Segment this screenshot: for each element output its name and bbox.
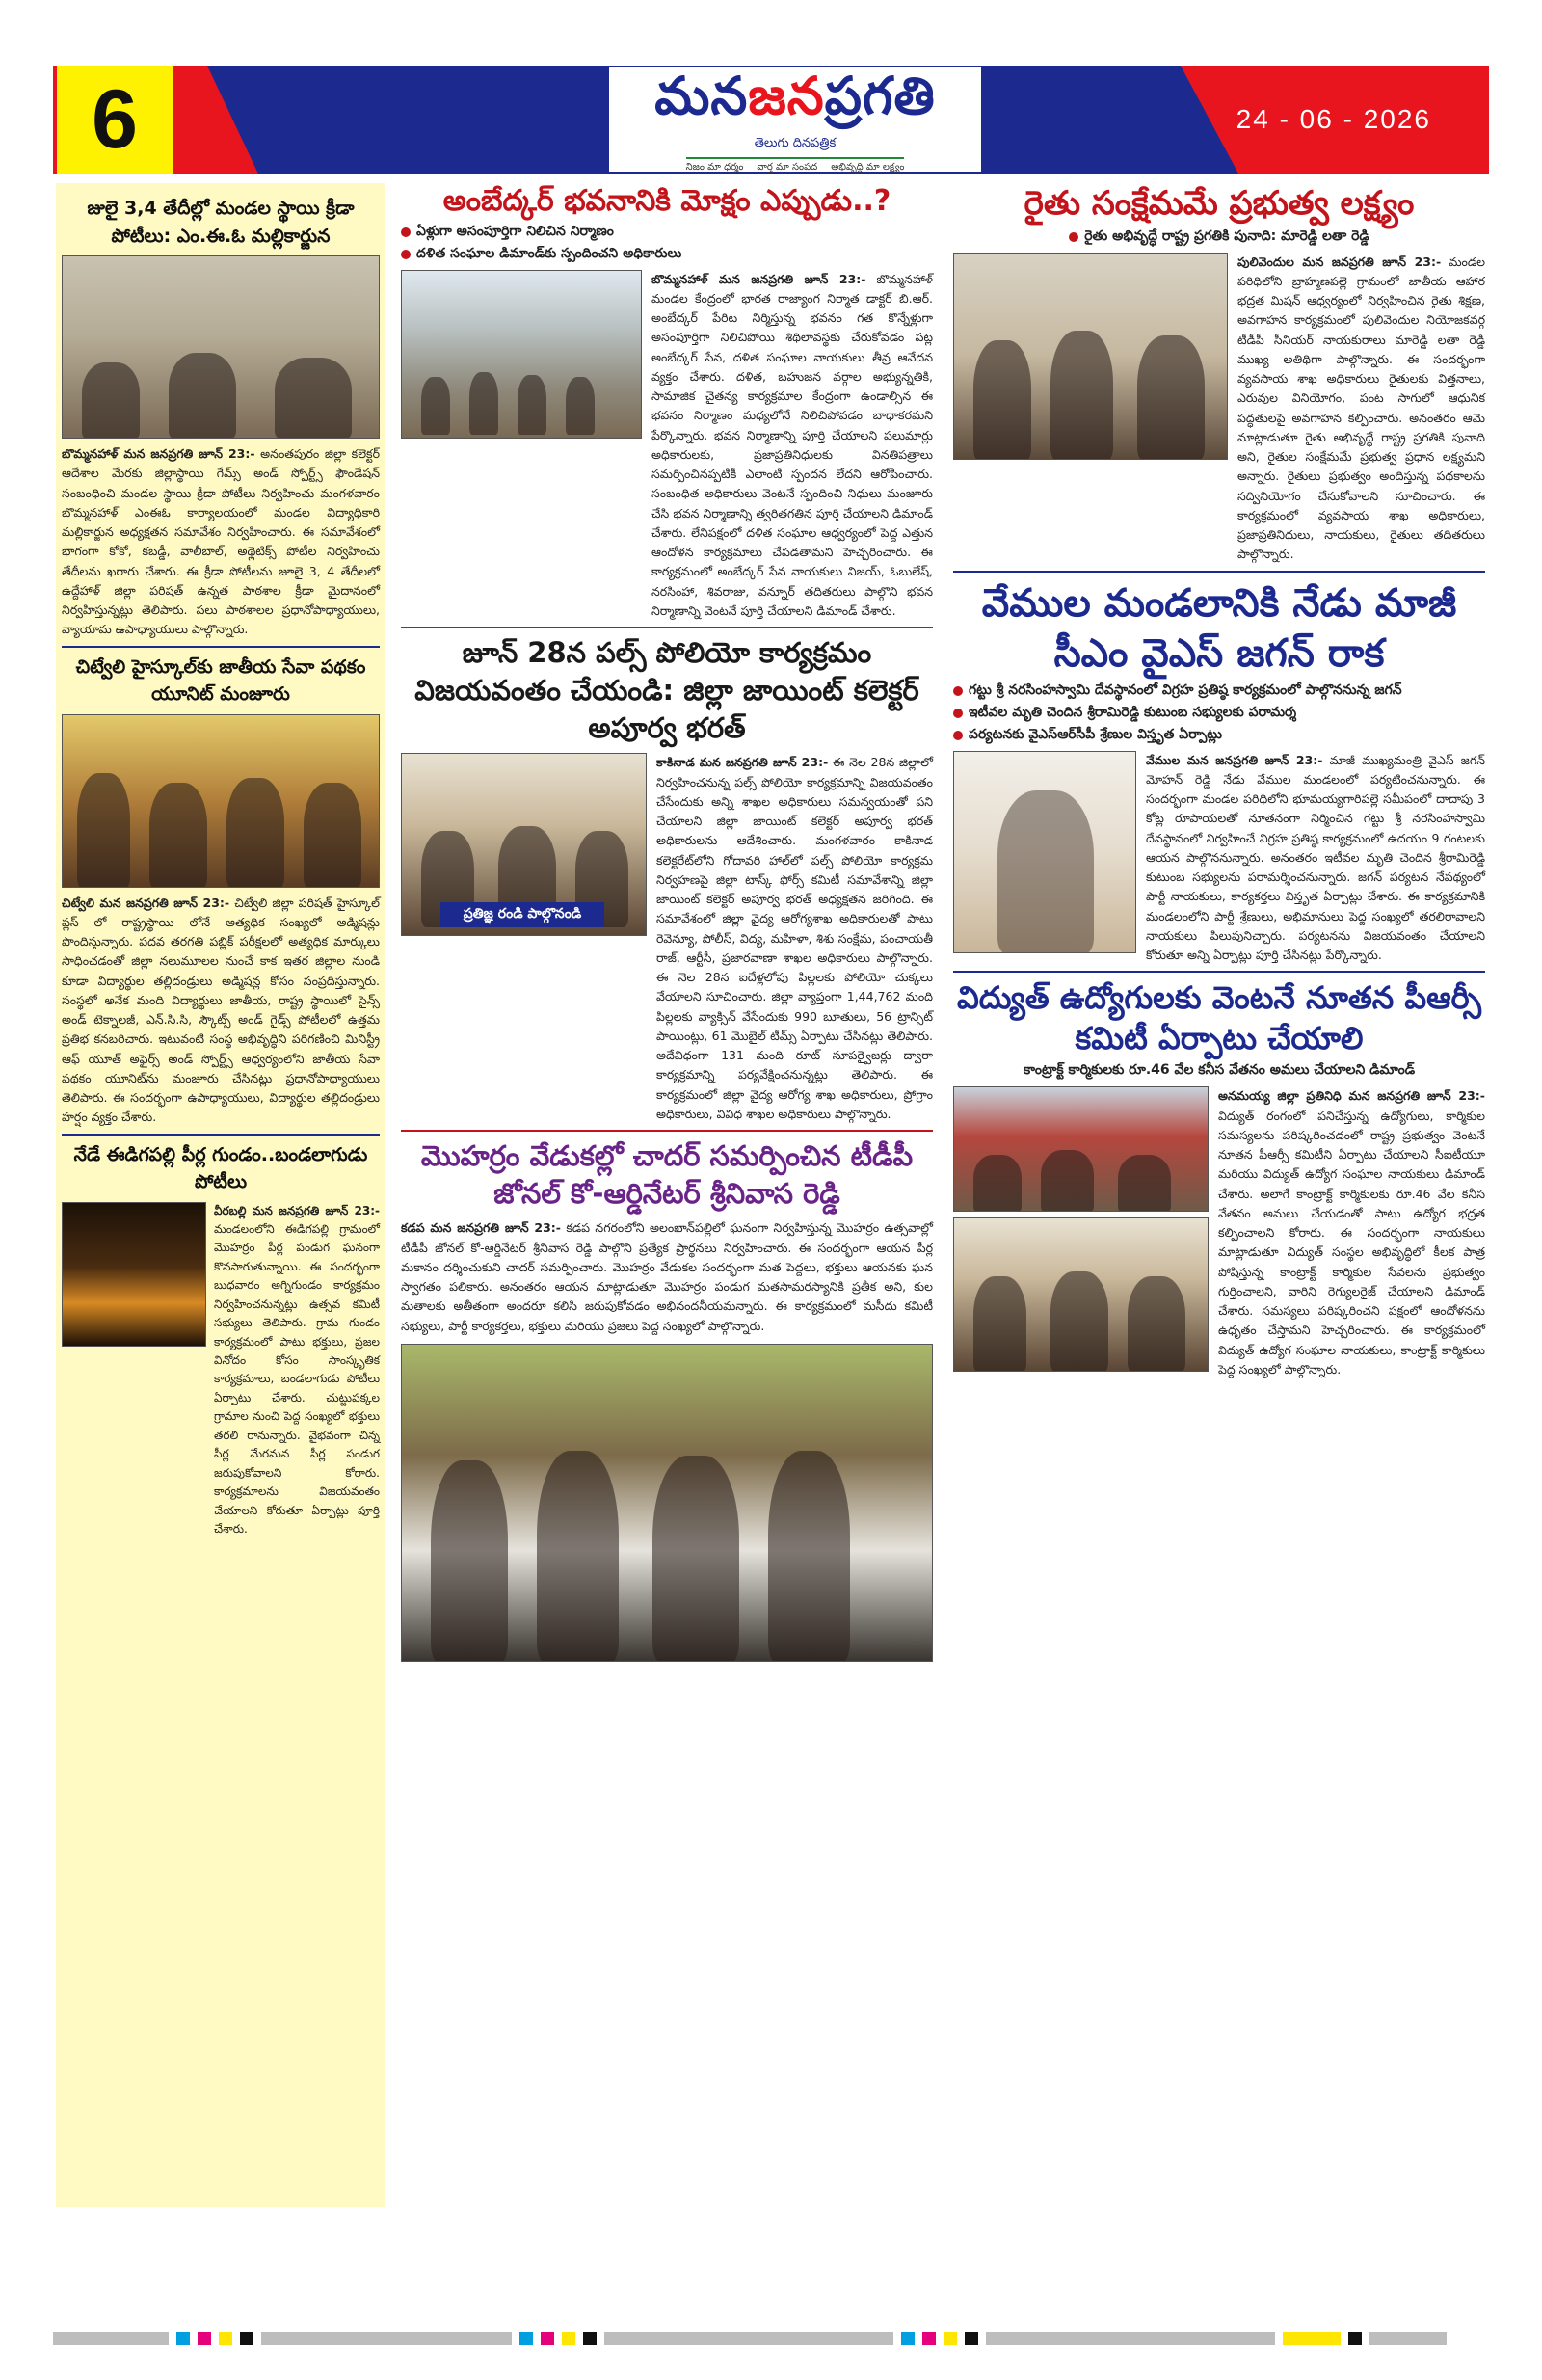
story-photo-building <box>401 270 642 439</box>
story-body <box>62 894 380 1128</box>
logo-part-1: మన <box>654 65 749 126</box>
story-text: అనంతపురం జిల్లా కలెక్టర్ ఆదేశాల మేరకు జిల్లాస్థాయి గేమ్స్ అండ్ స్పోర్ట్స్ ఫౌండేషన్ సంబంధించి మండల స్థాయి క్రీడా పోటీలు నిర్వహించు మంగళవారం బొమ్మనహాళ్ ఎంఈఓ కార్యాలయంలో మండల విద్యాధికారి మల్లికార్జున అధ్యక్షతన సమావేశం నిర్వహించారు. ఈ సమావేశంలో భాగంగా కోకో, కబడ్డీ, వాలీబాల్, అథ్లెటిక్స్ పోటీల నిర్వహించు తేదీలను ఖరారు చేశారు. ఈ క్రీడా పోటీలను జూలై 3, 4 తేదీలలో ఉద్దేహాళ్ జిల్లా పరిషత్ ఉన్నత పాఠశాల క్రీడా మైదానంలో నిర్వహిస్తున్నట్లు తెలిపారు. పలు పాఠశాలల ప్రధానోపాధ్యాయులు, వ్యాయామ ఉపాధ్యాయులు పాల్గొన్నారు. <box>62 446 380 637</box>
story-body <box>401 1218 933 1336</box>
story-text: కడప నగరంలోని అలంఖాన్‌పల్లిలో ఘనంగా నిర్వహిస్తున్న మొహర్రం ఉత్సవాల్లో టీడీపీ జోనల్ కో-ఆర్డినేటర్ శ్రీనివాస రెడ్డి పాల్గొని ప్రత్యేక ప్రార్థనలు నిర్వహించారు. ఈ సందర్భంగా ఆయన పీర్ల మకానం దర్శించుకుని చాదర్ సమర్పించారు. మొహర్రం వేడుకల సందర్భంగా మత పెద్దలు, భక్తులు ఆయనకు ఘన స్వాగతం పలికారు. అనంతరం ఆయన మాట్లాడుతూ మొహర్రం పండుగ మతసామరస్యానికి ప్రతీక అని, కుల మతాలకు అతీతంగా అందరూ కలిసి జరుపుకోవడం అభినందనీయమన్నారు. ఈ కార్యక్రమంలో మసీదు కమిటీ సభ్యులు, పార్టీ కార్యకర్తలు, భక్తులు మరియు ప్రజలు పెద్ద సంఖ్యలో పాల్గొన్నారు. <box>401 1220 933 1333</box>
story-photo-farmers-meet <box>953 253 1228 460</box>
story-dateline: కడప మన జనప్రగతి జూన్ 23:- <box>401 1220 561 1236</box>
story-dateline: అనమయ్య జిల్లా ప్రతినిధి మన జనప్రగతి జూన్ 23:- <box>1218 1088 1485 1104</box>
logo-wordmark <box>654 66 936 140</box>
story-body <box>651 270 933 622</box>
story-bullet <box>953 705 1485 723</box>
photo-banner: ప్రతిజ్ఞ రండి పాల్గొనండి <box>440 902 604 927</box>
story-block <box>62 1202 380 1539</box>
issue-date: 24 - 06 - 2026 <box>1236 104 1431 134</box>
story-headline: జులై 3,4 తేదీల్లో మండల స్థాయి క్రీడా పోటీలు: ఎం.ఈ.ఓ మల్లికార్జున <box>87 198 355 247</box>
story-photo-festival <box>62 1202 206 1347</box>
story-text: విద్యుత్ రంగంలో పనిచేస్తున్న ఉద్యోగులు, కార్మికుల సమస్యలను పరిష్కరించడంలో రాష్ట్ర ప్రభుత్వం వెంటనే నూతన పీఆర్సీ కమిటీని ఏర్పాటు చేయాలని సీఐటీయూ మరియు విద్యుత్ ఉద్యోగ సంఘాల నాయకులు డిమాండ్ చేశారు. అలాగే కాంట్రాక్ట్ కార్మికులకు రూ.46 వేల కనీస వేతనం అమలు చేయడంతో పాటు ఉద్యోగ భద్రత కల్పించాలని కోరారు. ఈ సందర్భంగా నాయకులు మాట్లాడుతూ విద్యుత్ సంస్థల అభివృద్ధిలో కీలక పాత్ర పోషిస్తున్న కాంట్రాక్ట్ కార్మికుల సేవలను ప్రభుత్వం గుర్తించాలని, వారిని రెగ్యులరైజ్ చేయాలని డిమాండ్ చేశారు. సమస్యలు పరిష్కరించని పక్షంలో ఆందోళనను ఉధృతం చేస్తామని హెచ్చరించారు. ఈ కార్యక్రమంలో విద్యుత్ ఉద్యోగ సంఘాల నాయకులు, కాంట్రాక్ట్ కార్మికులు పెద్ద సంఖ్యలో పాల్గొన్నారు. <box>1218 1108 1485 1377</box>
story-dateline: చిట్వేలి మన జనప్రగతి జూన్ 23:- <box>62 895 230 910</box>
registration-mark <box>53 2332 169 2345</box>
page-number: 6 <box>57 66 173 174</box>
registration-mark <box>562 2332 575 2345</box>
bullet-dot-icon <box>953 731 963 740</box>
story-bullet <box>953 727 1485 745</box>
story-headline: మొహర్రం వేడుకల్లో చాదర్ సమర్పించిన టీడీపీ జోనల్ కో-ఆర్డినేటర్ శ్రీనివాస రెడ్డి <box>420 1139 914 1211</box>
story-dateline: వీరబల్లి మన జనప్రగతి జూన్ 23:- <box>214 1203 380 1217</box>
story-body <box>1218 1086 1485 1379</box>
registration-mark <box>240 2332 253 2345</box>
bullet-text: ఇటీవల మృతి చెందిన శ్రీరామిరెడ్డి కుటుంబ సభ్యులకు పరామర్శ <box>969 704 1297 720</box>
story-body <box>656 753 933 1124</box>
registration-mark <box>219 2332 232 2345</box>
story-headline: జూన్ 28న పల్స్ పోలియో కార్యక్రమం విజయవంతం చేయండి: జిల్లా జాయింట్ కలెక్టర్ అపూర్వ భరత్ <box>414 636 919 745</box>
story-photo-ceremony <box>62 714 380 888</box>
story-headline: వేముల మండలానికి నేడు మాజీ సీఎం వైఎస్ జగన్ రాక <box>981 580 1457 676</box>
bullet-dot-icon <box>401 250 411 259</box>
story-body <box>1237 253 1485 565</box>
story-bullet <box>953 682 1485 701</box>
story-headline: చిట్వేలి హైస్కూల్‌కు జాతీయ సేవా పథకం యూనిట్ మంజూరు <box>75 655 366 705</box>
logo-subtitle: తెలుగు దినపత్రిక <box>754 135 837 150</box>
registration-mark <box>604 2332 893 2345</box>
bullet-dot-icon <box>953 709 963 718</box>
divider <box>401 1130 933 1132</box>
story-bullet <box>401 224 933 242</box>
story-dateline: పులివెందుల మన జనప్రగతి జూన్ 23:- <box>1237 254 1442 269</box>
registration-mark <box>1369 2332 1447 2345</box>
registration-mark <box>519 2332 533 2345</box>
story-text: మాజీ ముఖ్యమంత్రి వైఎస్ జగన్ మోహన్ రెడ్డి నేడు వేముల మండలంలో పర్యటించనున్నారు. ఈ సందర్భంగా మండల పరిధిలోని భూమయ్యగారిపల్లె సమీపంలో దాదాపు 3 కోట్ల రూపాయలతో నూతనంగా నిర్మించిన గట్టు శ్రీ నరసింహస్వామి దేవస్థానంలో నిర్వహించే విగ్రహ ప్రతిష్ఠ కార్యక్రమంలో ఉదయం 9 గంటలకు ఆయన పాల్గొననున్నారు. అనంతరం ఇటీవల మృతి చెందిన శ్రీరామిరెడ్డి కుటుంబ సభ్యులను పరామర్శించనున్నారు. జగన్ పర్యటన నేపథ్యంలో పార్టీ నాయకులు, కార్యకర్తలు విస్తృత ఏర్పాట్లు చేశారు. ఈ కార్యక్రమానికి మండలంలోని పార్టీ శ్రేణులు, అభిమానులు పెద్ద సంఖ్యలో తరలిరావాలని నాయకులు పిలుపునిచ్చారు. పర్యటనను విజయవంతం చేయాలని కోరుతూ అన్ని ఏర్పాట్లు పూర్తి చేసినట్లు పేర్కొన్నారు. <box>1146 752 1485 962</box>
masthead-blue-band-left <box>207 66 631 174</box>
registration-mark <box>1348 2332 1362 2345</box>
story-photo-press-meet <box>401 753 647 936</box>
story-dateline: వేముల మన జనప్రగతి జూన్ 23:- <box>1146 752 1323 767</box>
story-block <box>953 1086 1485 1379</box>
story-block <box>401 753 933 1124</box>
story-block <box>401 270 933 622</box>
story-subline: కాంట్రాక్ట్ కార్మికులకు రూ.46 వేల కనీస వేతనం అమలు చేయాలని డిమాండ్ <box>1023 1062 1416 1079</box>
middle-column <box>397 183 937 2207</box>
story-photo-memorandum <box>953 1217 1209 1372</box>
logo-tagline: నిజం మా ధర్మం <box>685 161 744 173</box>
story-text: ఈ నెల 28న జిల్లాలో నిర్వహించనున్న పల్స్ పోలియో కార్యక్రమాన్ని విజయవంతం చేసేందుకు అన్ని శాఖల అధికారులు సమన్వయంతో పని చేయాలని జిల్లా జాయింట్ కలెక్టర్ అపూర్వ భరత్ అధికారులను ఆదేశించారు. మంగళవారం కాకినాడ కలెక్టరేట్‌లోని గోదావరి హాల్‌లో పల్స్ పోలియో కార్యక్రమ నిర్వహణపై జిల్లా టాస్క్ ఫోర్స్ కమిటీ సమావేశాన్ని జిల్లా జాయింట్ కలెక్టర్ అపూర్వ భరత్ అధ్యక్షతన జరిగింది. ఈ సమావేశంలో జిల్లా వైద్య ఆరోగ్యశాఖ అధికారులతో పాటు రెవెన్యూ, పోలీస్, విద్య, మహిళా, శిశు సంక్షేమ, పంచాయతీ రాజ్, ఆర్టీసీ, ప్రజారవాణా శాఖల అధికారులు పాల్గొన్నారు. ఈ నెల 28న ఐదేళ్లలోపు పిల్లలకు పోలియో చుక్కలు వేయాలని సూచించారు. జిల్లా వ్యాప్తంగా 1,44,762 మంది పిల్లలకు వ్యాక్సిన్ వేసేందుకు 990 బూతులు, 56 ట్రాన్సిట్ పాయింట్లు, 61 మొబైల్ టీమ్స్ ఏర్పాటు చేసినట్లు తెలిపారు. అదేవిధంగా 131 మంది రూట్ సూపర్వైజర్లు ద్వారా కార్యక్రమాన్ని పర్యవేక్షించనున్నట్లు తెలిపారు. ఈ కార్యక్రమంలో జిల్లా వైద్య ఆరోగ్య శాఖ అధికారులు, ప్రోగ్రాం అధికారులు, వివిధ శాఖల అధికారులు పాల్గొన్నారు. <box>656 755 933 1121</box>
story-body <box>1146 751 1485 966</box>
registration-mark <box>198 2332 211 2345</box>
bullet-dot-icon <box>1069 232 1078 242</box>
story-dateline: బొమ్మనహాళ్ మన జనప్రగతి జూన్ 23:- <box>62 446 255 461</box>
story-text: బొమ్మనహాళ్ మండల కేంద్రంలో భారత రాజ్యాంగ నిర్మాత డాక్టర్ బి.ఆర్. అంబేద్కర్ పేరిట నిర్మిస్తున్న భవనం గత కొన్నేళ్లుగా అసంపూర్తిగా నిలిచిపోయి శిథిలావస్థకు చేరుకోవడం పట్ల అంబేద్కర్ సేన, దళిత సంఘాల నాయకులు తీవ్ర ఆవేదన వ్యక్తం చేశారు. దళిత, బహుజన వర్గాల అభ్యున్నతికి, సామాజిక చైతన్య కార్యక్రమాల కేంద్రంగా ఉండాల్సిన ఈ భవనం నిర్మాణం మధ్యలోనే నిలిచిపోవడం బాధాకరమని పేర్కొన్నారు. భవన నిర్మాణాన్ని పూర్తి చేయాలని పలుమార్లు అధికారులకు, ప్రజాప్రతినిధులకు వినతిపత్రాలు సమర్పించినప్పటికీ ఎలాంటి స్పందన లేదని ఆరోపించారు. సంబంధిత అధికారులు వెంటనే స్పందించి నిధులు మంజూరు చేసి భవన నిర్మాణాన్ని త్వరితగతిన పూర్తి చేయాలని డిమాండ్ చేశారు. లేనిపక్షంలో దళిత సంఘాల ఆధ్వర్యంలో పెద్ద ఎత్తున ఆందోళన కార్యక్రమాలు చేపడతామని హెచ్చరించారు. ఈ కార్యక్రమంలో అంబేద్కర్ సేన నాయకులు విజయ్, ఓబులేష్, నరసింహా, శివరాజు, వన్నూర్ తదితరులు పాల్గొని భవన నిర్మాణాన్ని వెంటనే పూర్తి చేయాలని డిమాండ్ చేశారు. <box>651 271 933 618</box>
registration-mark <box>922 2332 936 2345</box>
registration-mark <box>944 2332 957 2345</box>
bullet-text: పర్యటనకు వైఎస్ఆర్‌సీపీ శ్రేణుల విస్తృత ఏర్పాట్లు <box>969 726 1222 742</box>
registration-mark <box>901 2332 915 2345</box>
story-dateline: కాకినాడ మన జనప్రగతి జూన్ 23:- <box>656 755 829 770</box>
story-headline: నేడే ఈడిగపల్లి పీర్ల గుండం..బండలాగుడు పోటీలు <box>73 1143 368 1192</box>
logo-part-3: ప్రగతి <box>824 65 936 126</box>
divider <box>62 1134 380 1136</box>
story-headline: విద్యుత్ ఉద్యోగులకు వెంటనే నూతన పీఆర్సీ కమిటీ ఏర్పాటు చేయాలి <box>957 979 1481 1056</box>
registration-mark <box>176 2332 190 2345</box>
newspaper-logo <box>607 66 983 174</box>
subline-text: రైతు అభివృద్ధే రాష్ట్ర ప్రగతికి పునాది: మారెడ్డి లతా రెడ్డి <box>1084 227 1369 244</box>
story-subline <box>953 228 1485 247</box>
story-headline: అంబేద్కర్ భవనానికి మోక్షం ఎప్పుడు..? <box>442 184 891 218</box>
registration-mark <box>583 2332 597 2345</box>
masthead <box>53 66 1489 174</box>
story-photo-stack <box>953 1086 1209 1379</box>
story-headline: రైతు సంక్షేమమే ప్రభుత్వ లక్ష్యం <box>1024 184 1415 223</box>
logo-tagline: అభివృద్ధి మా లక్ష్యం <box>831 161 905 173</box>
registration-mark <box>1283 2332 1341 2345</box>
bullet-text: దళిత సంఘాల డిమాండ్‌కు స్పందించని అధికారులు <box>416 245 682 261</box>
print-registration-strip <box>53 2331 1489 2346</box>
left-column <box>56 183 386 2207</box>
bullet-dot-icon <box>953 686 963 696</box>
right-column <box>949 183 1489 2207</box>
story-text: చిట్వేలి జిల్లా పరిషత్ హైస్కూల్ ప్లస్ లో రాష్ట్రస్థాయి లోనే అత్యధిక సంఖ్యలో అడ్మిషన్లు పొందిస్తున్నారు. పదవ తరగతి పబ్లిక్ పరీక్షలలో అత్యధిక మార్కులు సాధించడంతో జిల్లా నలుమూలల నుంచే కాక ఇతర జిల్లాల నుండి కూడా విద్యార్థుల తల్లిదండ్రులు అడ్మిషన్ల కోసం సంప్రదిస్తున్నారు. సంస్థలో అనేక మంది విద్యార్థులు జాతీయ, రాష్ట్ర స్థాయిలో సైన్స్ అండ్ టెక్నాలజీ, ఎన్.సి.సి, స్కౌట్స్ అండ్ గైడ్స్ పోటీలలో ఉత్తమ ప్రతిభ కనబరిచారు. ఇటువంటి సంస్థ అభివృద్ధిని పరిగణించి మినిస్ట్రీ ఆఫ్ యూత్ అఫైర్స్ అండ్ స్పోర్ట్స్ ఆధ్వర్యంలోని జాతీయ సేవా పథకం యూనిట్‌ను మంజూరు చేసినట్లు ప్రధానోపాధ్యాయులు తెలిపారు. ఈ సందర్భంగా ఉపాధ్యాయులు, విద్యార్థుల తల్లిదండ్రులు హర్షం వ్యక్తం చేశారు. <box>62 895 380 1125</box>
story-photo-procession <box>401 1344 933 1662</box>
bullet-dot-icon <box>401 227 411 237</box>
story-body <box>62 444 380 640</box>
logo-part-2: జన <box>748 65 825 126</box>
story-text: మండలంలోని ఈడిగపల్లి గ్రామంలో మొహర్రం పీర్ల పండుగ ఘనంగా కొనసాగుతున్నాయి. ఈ సందర్భంగా బుధవారం అగ్నిగుండం కార్యక్రమం నిర్వహించనున్నట్లు ఉత్సవ కమిటీ సభ్యులు తెలిపారు. గ్రామ గుండం కార్యక్రమంలో పాటు భక్తులు, ప్రజల వినోదం కోసం సాంస్కృతిక కార్యక్రమాలు, బండలాగుడు పోటీలు ఏర్పాటు చేశారు. చుట్టుపక్కల గ్రామాల నుంచి పెద్ద సంఖ్యలో భక్తులు తరలి రానున్నారు. వైభవంగా చిన్న పీర్ల మేరమన పీర్ల పండుగ జరుపుకోవాలని కోరారు. కార్యక్రమాలను విజయవంతం చేయాలని కోరుతూ ఏర్పాట్లు పూర్తి చేశారు. <box>214 1221 380 1536</box>
story-photo-protest <box>953 1086 1209 1212</box>
story-body <box>214 1202 380 1539</box>
registration-mark <box>965 2332 978 2345</box>
registration-mark <box>541 2332 554 2345</box>
divider <box>401 627 933 628</box>
story-block <box>953 751 1485 966</box>
story-photo-meeting <box>62 255 380 439</box>
divider <box>953 971 1485 973</box>
story-photo-portrait <box>953 751 1136 953</box>
divider <box>62 646 380 648</box>
logo-tagline: వార్త మా సంపద <box>757 161 818 173</box>
logo-taglines <box>686 157 905 174</box>
bullet-text: గట్టు శ్రీ నరసింహస్వామి దేవస్థానంలో విగ్రహ ప్రతిష్ఠ కార్యక్రమంలో పాల్గొననున్న జగన్ <box>969 682 1402 698</box>
registration-mark <box>261 2332 512 2345</box>
registration-mark <box>986 2332 1275 2345</box>
divider <box>953 571 1485 573</box>
story-bullet <box>401 246 933 264</box>
story-text: మండల పరిధిలోని బ్రాహ్మణపల్లె గ్రామంలో జాతీయ ఆహార భద్రత మిషన్ ఆధ్వర్యంలో నిర్వహించిన రైతు శిక్షణ, అవగాహన కార్యక్రమంలో పులివెందుల నియోజకవర్గ టీడీపీ సీనియర్ నాయకురాలు మారెడ్డి లతా రెడ్డి ముఖ్య అతిథిగా పాల్గొన్నారు. ఈ సందర్భంగా వ్యవసాయ శాఖ అధికారులు రైతులకు విత్తనాలు, ఎరువుల వినియోగం, పంట సాగులో ఆధునిక పద్ధతులపై అవగాహన కల్పించారు. అనంతరం ఆమె మాట్లాడుతూ రైతు అభివృద్ధే రాష్ట్ర ప్రగతికి పునాది అని, రైతుల సంక్షేమమే ప్రభుత్వ ప్రధాన లక్ష్యమని అన్నారు. రైతులు ప్రభుత్వం అందిస్తున్న పథకాలను సద్వినియోగం చేసుకోవాలని సూచించారు. ఈ కార్యక్రమంలో వ్యవసాయ శాఖ అధికారులు, ప్రజాప్రతినిధులు, నాయకులు, రైతులు తదితరులు పాల్గొన్నారు. <box>1237 254 1485 562</box>
story-dateline: బొమ్మనహాళ్ మన జనప్రగతి జూన్ 23:- <box>651 271 866 286</box>
story-block <box>953 253 1485 565</box>
bullet-text: ఏళ్లుగా అసంపూర్తిగా నిలిచిన నిర్మాణం <box>416 223 614 239</box>
